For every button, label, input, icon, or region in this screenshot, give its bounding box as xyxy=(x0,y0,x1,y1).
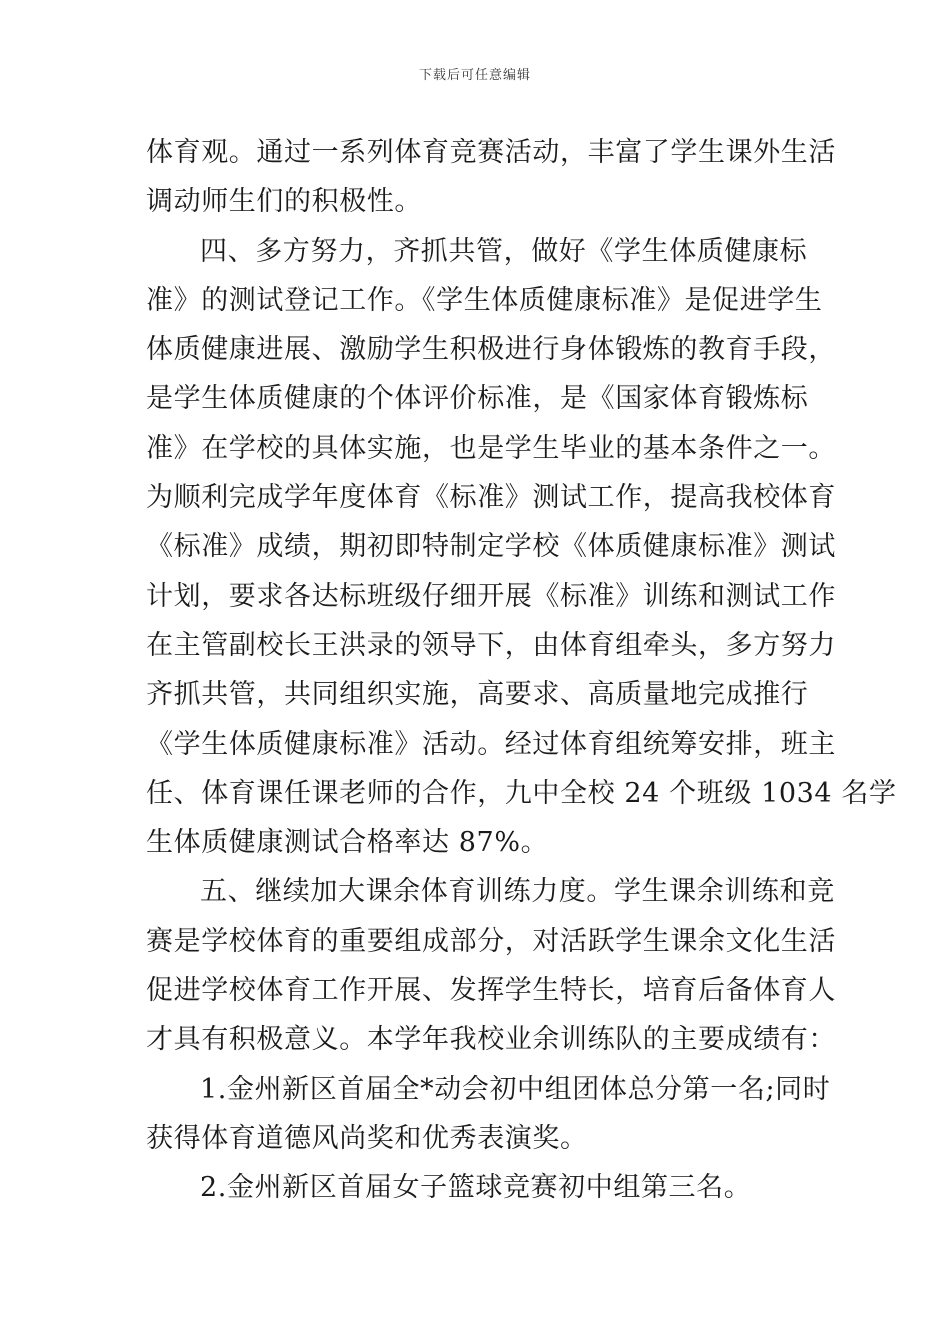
text-line: 2.金州新区首届女子篮球竞赛初中组第三名。 xyxy=(200,1172,752,1204)
paragraph xyxy=(146,1065,831,1164)
text-line: 体质健康进展、激励学生积极进行身体锻炼的教育手段， xyxy=(146,334,836,366)
text-line: 任、体育课任课老师的合作，九中全校 24 个班级 1034 名学 xyxy=(146,777,897,809)
text-line: 准》的测试登记工作。《学生体质健康标准》是促进学生 xyxy=(146,284,823,316)
paragraph xyxy=(146,128,836,227)
page-header-note: 下载后可任意编辑 xyxy=(418,68,531,83)
text-line: 计划，要求各达标班级仔细开展《标准》训练和测试工作 xyxy=(146,580,836,612)
document-body xyxy=(146,128,897,1213)
text-line: 体育观。通过一系列体育竞赛活动，丰富了学生课外生活 xyxy=(146,137,836,168)
text-line: 为顺利完成学年度体育《标准》测试工作，提高我校体育 xyxy=(146,482,836,514)
text-line: 促进学校体育工作开展、发挥学生特长，培育后备体育人 xyxy=(146,975,836,1007)
text-line: 是学生体质健康的个体评价标准，是《国家体育锻炼标 xyxy=(146,383,809,415)
text-line: 准》在学校的具体实施，也是学生毕业的基本条件之一。 xyxy=(146,432,836,464)
text-line: 四、多方努力，齐抓共管，做好《学生体质健康标 xyxy=(200,235,808,267)
text-line: 1.金州新区首届全*动会初中组团体总分第一名;同时 xyxy=(200,1073,831,1105)
paragraph xyxy=(146,1163,811,1212)
paragraph xyxy=(146,867,836,1064)
text-line: 在主管副校长王洪录的领导下，由体育组牵头，多方努力 xyxy=(146,629,836,661)
text-line: 生体质健康测试合格率达 87%。 xyxy=(146,827,549,859)
text-line: 《学生体质健康标准》活动。经过体育组统筹安排，班主 xyxy=(146,728,836,760)
text-line: 才具有积极意义。本学年我校业余训练队的主要成绩有： xyxy=(146,1024,836,1056)
paragraph xyxy=(146,227,897,868)
text-line: 调动师生们的积极性。 xyxy=(146,186,422,218)
text-line: 《标准》成绩，期初即特制定学校《体质健康标准》测试 xyxy=(146,531,836,563)
text-line: 齐抓共管，共同组织实施，高要求、高质量地完成推行 xyxy=(146,679,809,711)
text-line: 五、继续加大课余体育训练力度。学生课余训练和竞 xyxy=(200,876,835,908)
text-line: 赛是学校体育的重要组成部分，对活跃学生课余文化生活 xyxy=(146,925,836,957)
text-line: 获得体育道德风尚奖和优秀表演奖。 xyxy=(146,1122,588,1154)
